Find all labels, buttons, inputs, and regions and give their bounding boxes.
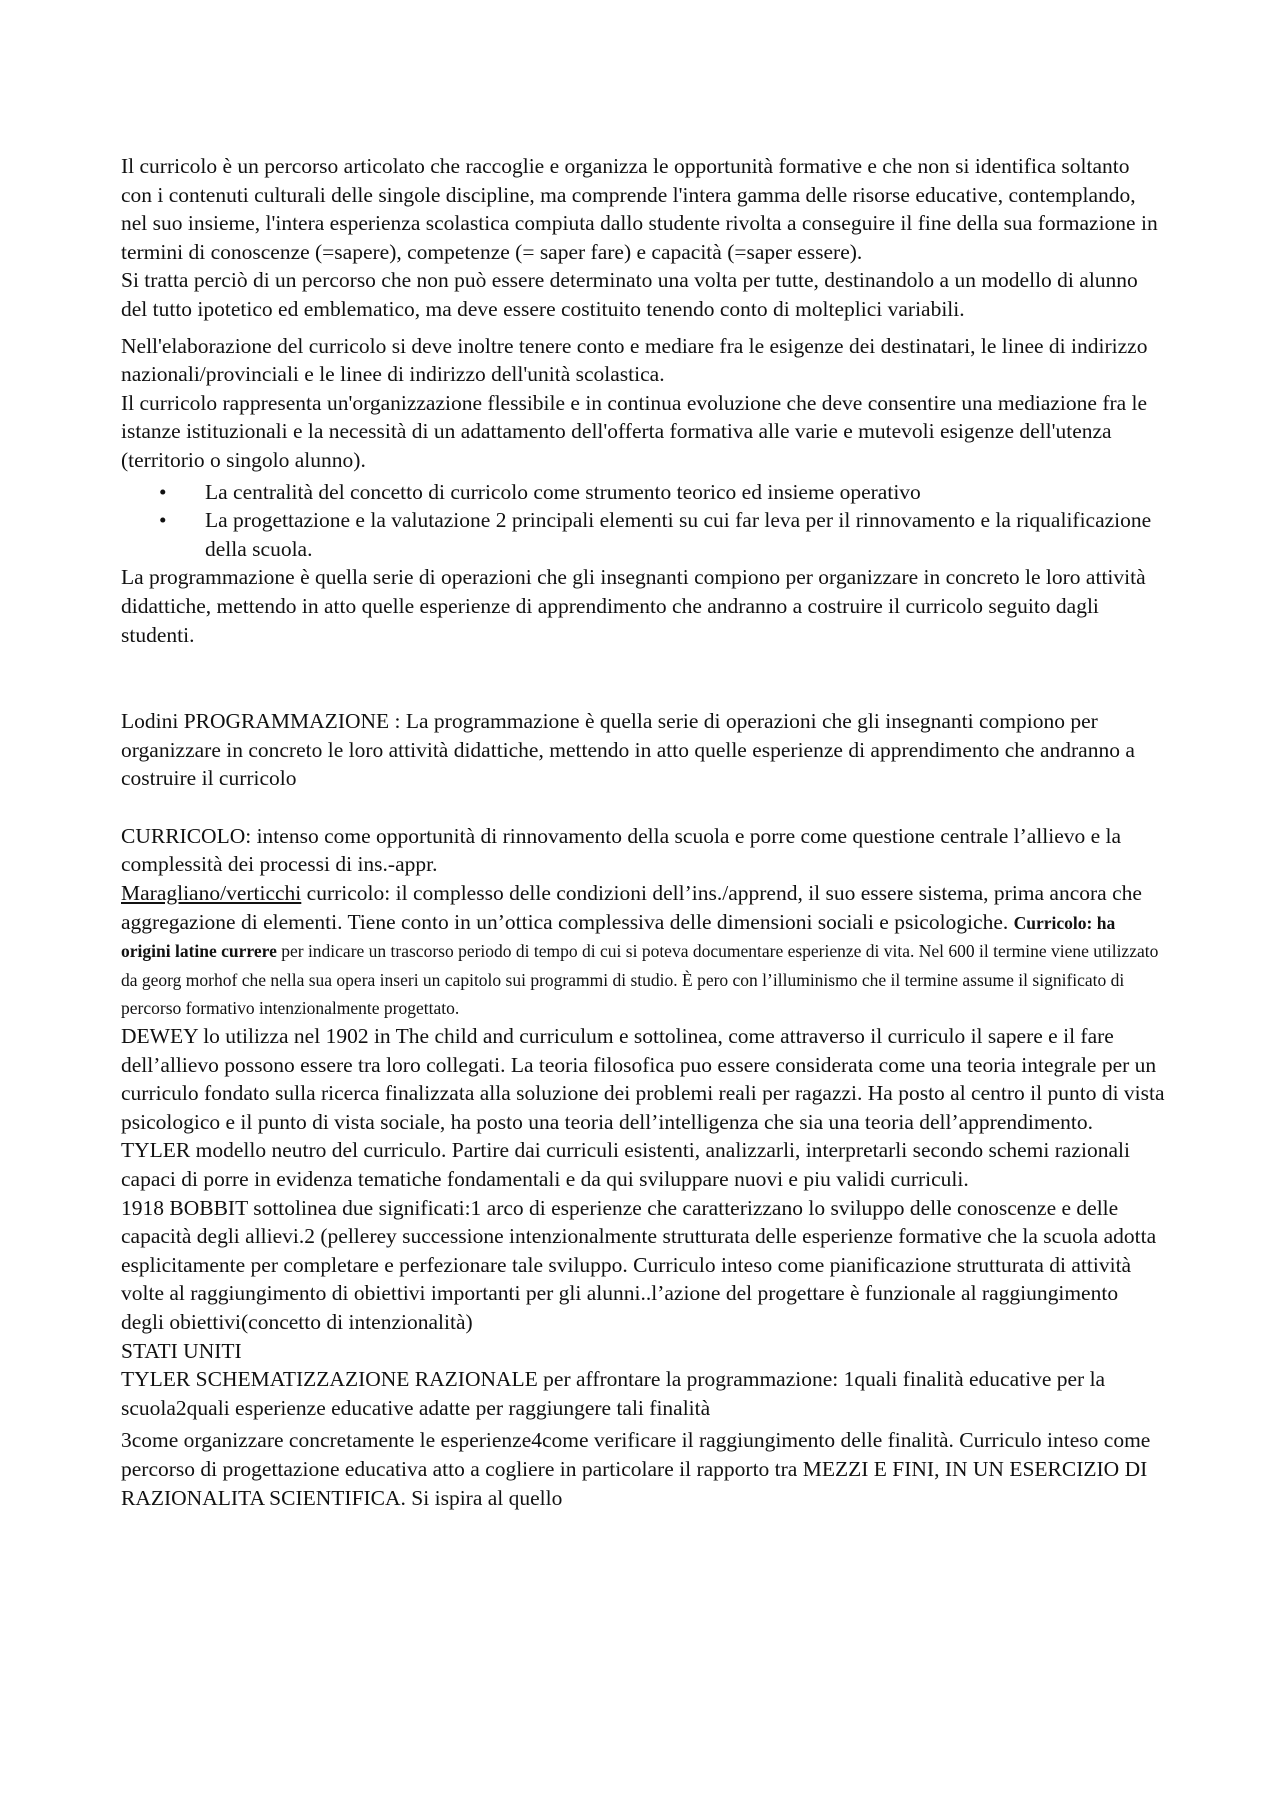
paragraph-maragliano xyxy=(121,879,1165,1022)
paragraph-organizzare-esperienze: 3come organizzare concretamente le esperienze4come verificare il raggiungimento delle finalità. Curriculo inteso come percorso di progettazione educativa atto a cogliere in particolare il rapporto tra MEZZI E FINI, IN UN ESERCIZIO DI RAZIONALITA SCIENTIFICA. Si ispira al quello xyxy=(121,1428,1151,1510)
bullet-icon: • xyxy=(159,508,167,533)
paragraph-curricolo-rinnovamento: CURRICOLO: intenso come opportunità di rinnovamento della scuola e porre come questione centrale l’allievo e la complessità dei processi di ins.-appr. xyxy=(121,823,1122,877)
paragraph-bobbit: 1918 BOBBIT sottolinea due significati:1 arco di esperienze che caratterizzano lo sviluppo delle conoscenze e delle capacità degli allievi.2 (pellerey successione intenzionalmente strutturata delle esperienze formative che la scuola adotta esplicitamente per completare e perfezionare tale sviluppo. Curriculo inteso come pianificazione strutturata di attività volte al raggiungimento di obiettivi importanti per gli alunni..l’azione del progettare è funzionale al raggiungimento degli obiettivi(concetto di intenzionalità) xyxy=(121,1195,1157,1334)
paragraph-dewey: DEWEY lo utilizza nel 1902 in The child and curriculum e sottolinea, come attraverso il curriculo il sapere e il fare dell’allievo possono essere tra loro collegati. La teoria filosofica puo essere considerata come una teoria integrale per un curriculo fondato sulla ricerca finalizzata alla soluzione dei problemi reali per ragazzi. Ha posto al centro il punto di vista psicologico e il punto di vista sociale, ha posto una teoria dell’intelligenza che sia una teoria dell’apprendimento. xyxy=(121,1024,1165,1134)
bullet-item-progettazione xyxy=(159,506,1165,563)
bullet-list xyxy=(121,478,1165,564)
bullet-text: La centralità del concetto di curricolo come strumento teorico ed insieme operativo xyxy=(205,479,921,504)
bullet-text: La progettazione e la valutazione 2 principali elementi su cui far leva per il rinnovamento e la riqualificazione della scuola. xyxy=(205,508,1152,561)
paragraph-lodini: Lodini PROGRAMMAZIONE : La programmazione è quella serie di operazioni che gli insegnanti compiono per organizzare in concreto le loro attività didattiche, mettendo in atto quelle esperienze di apprendimento che andranno a costruire il curricolo xyxy=(121,709,1135,791)
origins-heading-small: Curricolo: ha origini latine currere xyxy=(121,912,1116,962)
document-body xyxy=(121,152,1165,1512)
paragraph-tyler-neutro: TYLER modello neutro del curriculo. Partire dai curriculi esistenti, analizzarli, interpretarli secondo schemi razionali capaci di porre in evidenza tematiche fondamentali e da qui sviluppare nuovi e piu validi curriculi. xyxy=(121,1138,1130,1191)
bullet-item-centralita xyxy=(159,478,1165,507)
bullet-icon: • xyxy=(159,479,167,504)
paragraph-organizzazione-flessibile: Il curricolo rappresenta un'organizzazione flessibile e in continua evoluzione che deve consentire una mediazione fra le istanze istituzionali e la necessità di un adattamento dell'offerta formativa alle varie e mutevoli esigenze dell'utenza (territorio o singolo alunno). xyxy=(121,390,1148,472)
paragraph-tyler-schematizzazione: TYLER SCHEMATIZZAZIONE RAZIONALE per affrontare la programmazione: 1quali finalità educative per la scuola2quali esperienze educative adatte per raggiungere tali finalità xyxy=(121,1367,1106,1420)
origins-text-small: per indicare un trascorso periodo di tempo di cui si poteva documentare esperienze di vita. Nel 600 il termine viene utilizzato da georg morhof che nella sua opera inseri un capitolo sui programmi di studio. È pero con l’illuminismo che il termine assume il significato di percorso formativo intenzionalmente progettato. xyxy=(121,941,1159,1019)
paragraph-curricolo-definition: Il curricolo è un percorso articolato che raccoglie e organizza le opportunità formative e che non si identifica soltanto con i contenuti culturali delle singole discipline, ma comprende l'intera gamma delle risorse educative, contemplando, nel suo insieme, l'intera esperienza scolastica compiuta dallo studente rivolta a conseguire il fine della sua formazione in termini di conoscenze (=sapere), competenze (= saper fare) e capacità (=saper essere). xyxy=(121,154,1158,264)
maragliano-text: curricolo: il complesso delle condizioni dell’ins./apprend, il suo essere sistema, prima ancora che aggregazione di elementi. Tiene conto in un’ottica complessiva delle dimensioni sociali e psicologiche. xyxy=(121,881,1142,934)
paragraph-stati-uniti: STATI UNITI xyxy=(121,1338,242,1363)
paragraph-elaborazione: Nell'elaborazione del curricolo si deve inoltre tenere conto e mediare fra le esigenze dei destinatari, le linee di indirizzo nazionali/provinciali e le linee di indirizzo dell'unità scolastica. xyxy=(121,333,1148,387)
paragraph-curricolo-variables: Si tratta perciò di un percorso che non può essere determinato una volta per tutte, destinandolo a un modello di alunno del tutto ipotetico ed emblematico, ma deve essere costituito tenendo conto di molteplici variabili. xyxy=(121,268,1138,321)
paragraph-programmazione: La programmazione è quella serie di operazioni che gli insegnanti compiono per organizzare in concreto le loro attività didattiche, mettendo in atto quelle esperienze di apprendimento che andranno a costruire il curricolo seguito dagli studenti. xyxy=(121,565,1146,647)
author-name-underlined: Maragliano/verticchi xyxy=(121,881,302,906)
